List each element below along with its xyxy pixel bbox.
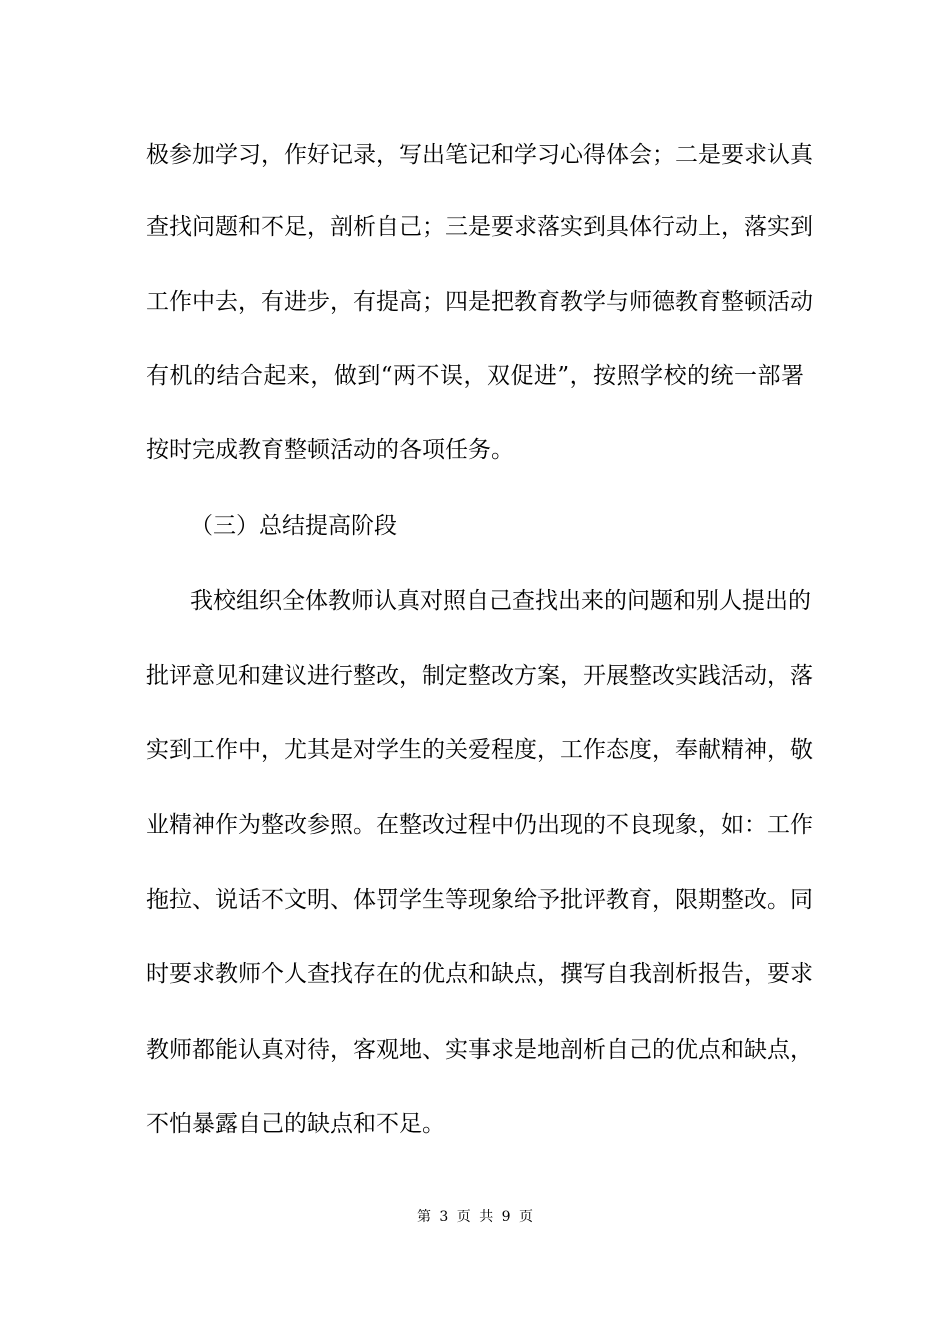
paragraph-line: 实到工作中，尤其是对学生的关爱程度，工作态度，奉献精神，敬 xyxy=(146,737,813,763)
page-number-footer xyxy=(0,1208,950,1226)
paragraph-line: 教师都能认真对待，客观地、实事求是地剖析自己的优点和缺点， xyxy=(146,1037,813,1063)
paragraph-line: 批评意见和建议进行整改，制定整改方案，开展整改实践活动，落 xyxy=(146,663,813,689)
footer-total-pages: 9 xyxy=(501,1209,511,1225)
paragraph-line: 不怕暴露自己的缺点和不足。 xyxy=(146,1111,445,1137)
footer-current-page: 3 xyxy=(439,1209,449,1225)
paragraph-line: 按时完成教育整顿活动的各项任务。 xyxy=(146,437,514,463)
paragraph-line: 我校组织全体教师认真对照自己查找出来的问题和别人提出的 xyxy=(190,588,811,614)
paragraph-line: 工作中去，有进步，有提高；四是把教育教学与师德教育整顿活动 xyxy=(146,289,813,315)
paragraph-line: 时要求教师个人查找存在的优点和缺点，撰写自我剖析报告，要求 xyxy=(146,961,813,987)
section-heading: （三）总结提高阶段 xyxy=(190,513,397,539)
footer-prefix: 第 xyxy=(416,1209,431,1225)
paragraph-line: 查找问题和不足，剖析自己；三是要求落实到具体行动上，落实到 xyxy=(146,214,813,240)
paragraph-line: 极参加学习，作好记录，写出笔记和学习心得体会；二是要求认真 xyxy=(146,142,813,168)
footer-page-word: 页 xyxy=(456,1209,471,1225)
footer-suffix: 页 xyxy=(519,1209,534,1225)
paragraph-line: 拖拉、说话不文明、体罚学生等现象给予批评教育，限期整改。同 xyxy=(146,887,813,913)
paragraph-line: 有机的结合起来，做到“两不误，双促进”，按照学校的统一部署 xyxy=(146,363,804,389)
paragraph-line: 业精神作为整改参照。在整改过程中仍出现的不良现象，如：工作 xyxy=(146,812,813,838)
footer-total-word: 共 xyxy=(479,1209,494,1225)
